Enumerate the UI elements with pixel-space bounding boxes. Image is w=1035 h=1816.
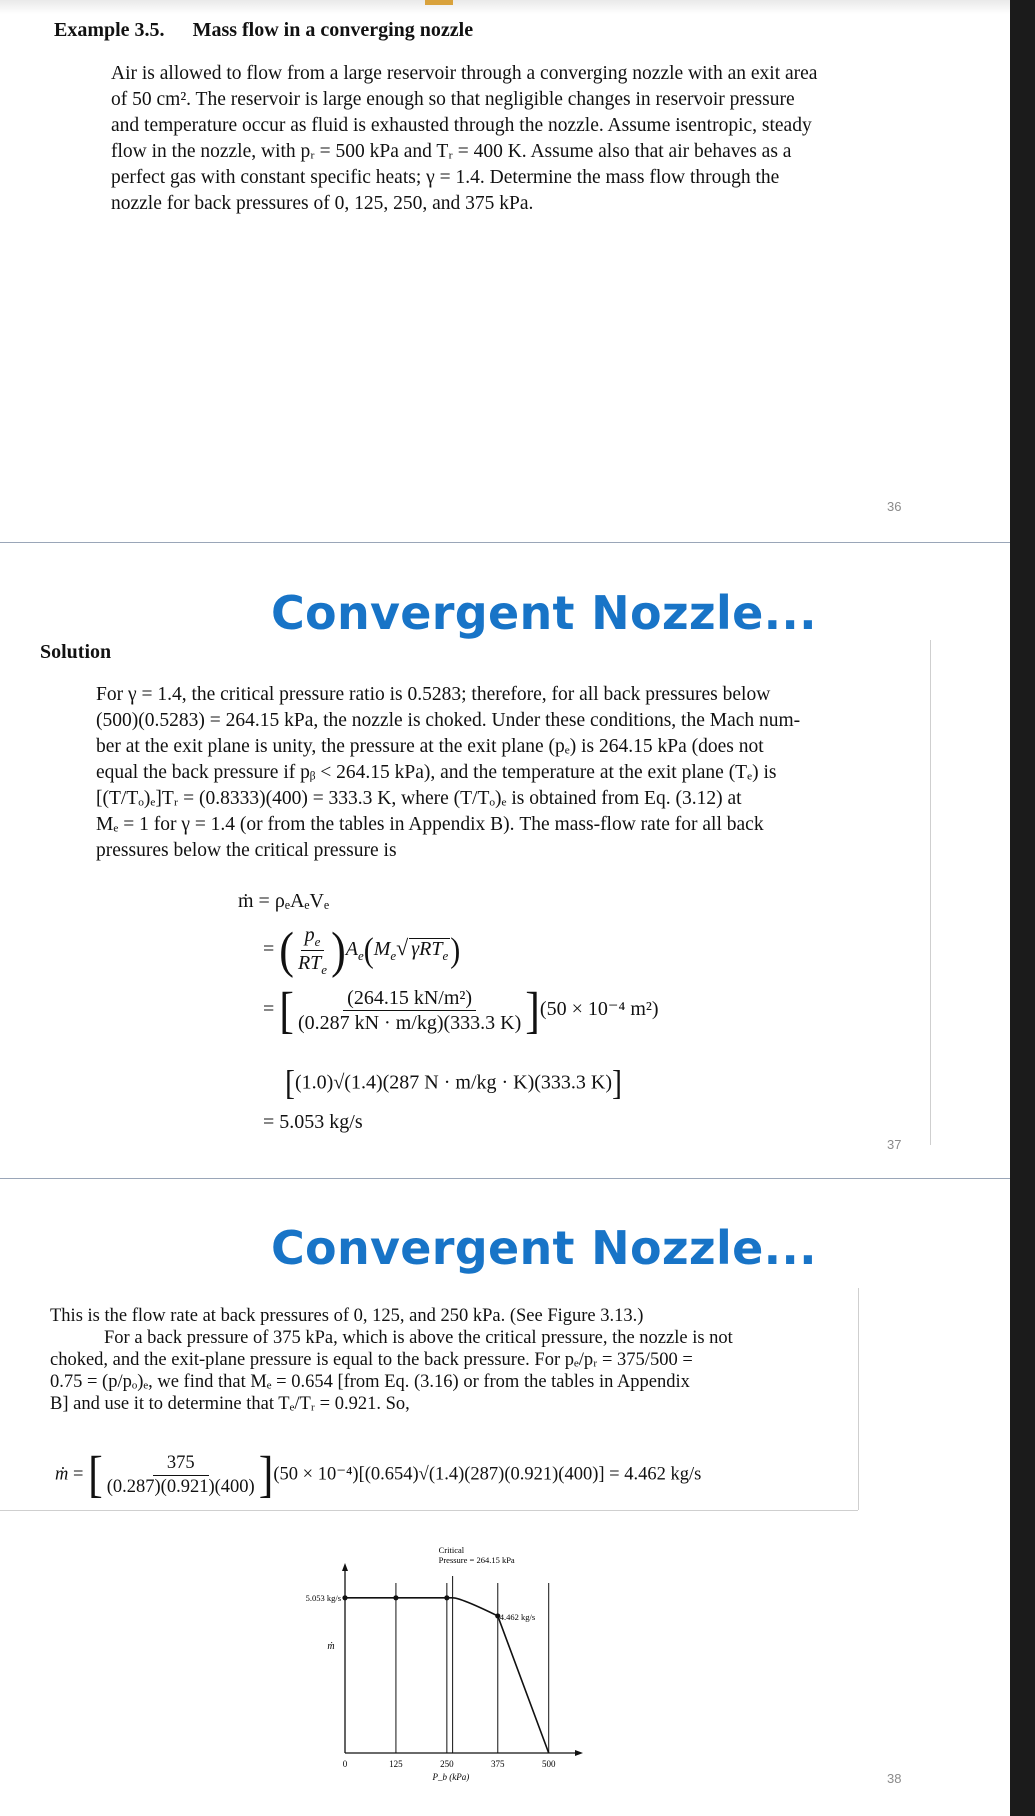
equation-slide-38: ṁ = [ $\frac{375}{(0.287)(0.921)(400)}$ ](50 × 10⁻⁴)[(0.654)√(1.4)(287)(0.921)(400)] = 4.462 kg/s <box>55 1446 702 1503</box>
example-heading <box>54 19 473 42</box>
page-number-37: 37 <box>887 1137 902 1152</box>
equation-line-3: = [ $\frac{\text{(264.15 kN/m²)}}{(0.287 kN \cdot m/kg)(333.3 K)}$ ](50 × 10⁻⁴ m²) <box>263 981 659 1039</box>
solution-line: [(T/Tₒ)ₑ]Tᵣ = (0.8333)(400) = 333.3 K, where (T/Tₒ)ₑ is obtained from Eq. (3.12) at <box>96 788 742 809</box>
x-tick-label: 375 <box>491 1759 505 1769</box>
solution-label: Solution <box>40 641 112 663</box>
x-tick-label: 125 <box>389 1759 403 1769</box>
problem-line: perfect gas with constant specific heats; γ = 1.4. Determine the mass flow through the <box>111 167 780 188</box>
equation-line-1 <box>238 891 329 911</box>
mass-flow-result: = 5.053 kg/s <box>263 1111 363 1133</box>
x-tick-label: 500 <box>541 1759 556 1769</box>
density-denominator: (0.287 kN · m/kg)(333.3 K) <box>297 1012 522 1034</box>
flow-numerator: 375 <box>153 1454 209 1476</box>
solution-line: ber at the exit plane is unity, the pressure at the exit plane (pₑ) is 264.15 kPa (does not <box>96 736 764 757</box>
continuation-line: For a back pressure of 375 kPa, which is above the critical pressure, the nozzle is not <box>104 1328 733 1348</box>
solution-line: pressures below the critical pressure is <box>96 840 397 861</box>
slide-image-border <box>600 640 931 1145</box>
page-number-38: 38 <box>887 1771 902 1786</box>
problem-line: of 50 cm². The reservoir is large enough so that negligible changes in reservoir pressure <box>111 89 795 110</box>
problem-line: flow in the nozzle, with pᵣ = 500 kPa and Tᵣ = 400 K. Assume also that air behaves as a <box>111 141 792 162</box>
example-label: Example 3.5. <box>54 19 165 41</box>
data-point <box>444 1595 449 1600</box>
equation-line-2: = ( $\frac{p_e}{RT_e}$ )$A_e(M_e√$ γRT$_e$) <box>263 921 461 979</box>
top-shadow <box>0 0 1010 14</box>
data-point <box>393 1595 398 1600</box>
y-axis-label: ṁ <box>327 1641 335 1652</box>
solution-line: For γ = 1.4, the critical pressure ratio is 0.5283; therefore, for all back pressures below <box>96 684 771 705</box>
flow-denominator: (0.287)(0.921)(400) <box>106 1476 255 1497</box>
problem-line: nozzle for back pressures of 0, 125, 250, and 375 kPa. <box>111 193 534 214</box>
area-term: (50 × 10⁻⁴ m²) <box>539 998 659 1021</box>
page-number-36: 36 <box>887 499 902 514</box>
annotation-unchoked-flow: 4.462 kg/s <box>499 1611 536 1622</box>
solution-line: Mₑ = 1 for γ = 1.4 (or from the tables in Appendix B). The mass-flow rate for all back <box>96 814 764 835</box>
flow-remaining-terms: (50 × 10⁻⁴)[(0.654)√(1.4)(287)(0.921)(400)] = 4.462 kg/s <box>273 1464 702 1485</box>
chart-title-line: Critical <box>438 1545 465 1555</box>
equation-line-4: [(1.0)√(1.4)(287 N · m/kg · K)(333.3 K)] <box>285 1064 623 1103</box>
solution-line: equal the back pressure if pᵦ < 264.15 kPa), and the temperature at the exit plane (Tₑ) is <box>96 762 777 783</box>
x-axis-label: P_b (kPa) <box>432 1772 470 1782</box>
continuation-line: B] and use it to determine that Tₑ/Tᵣ = 0.921. So, <box>50 1394 410 1414</box>
annotation-choked-flow: 5.053 kg/s <box>305 1592 341 1603</box>
problem-line: and temperature occur as fluid is exhausted through the nozzle. Assume isentropic, steady <box>111 115 812 136</box>
example-title: Mass flow in a converging nozzle <box>192 19 474 41</box>
continuation-line: This is the flow rate at back pressures of 0, 125, and 250 kPa. (See Figure 3.13.) <box>50 1306 644 1326</box>
x-axis-arrow <box>575 1750 583 1756</box>
continuation-line: 0.75 = (p/pₒ)ₑ, we find that Mₑ = 0.654 [from Eq. (3.16) or from the tables in Appendix <box>50 1372 690 1392</box>
mass-flow-definition: ṁ = ρₑAₑVₑ <box>238 890 330 912</box>
slide-divider <box>0 542 1010 543</box>
data-point <box>342 1595 347 1600</box>
slide-heading-37: Convergent Nozzle... <box>271 586 817 640</box>
solution-line: (500)(0.5283) = 264.15 kPa, the nozzle is choked. Under these conditions, the Mach num- <box>96 710 801 731</box>
density-numerator: (264.15 kN/m²) <box>343 988 476 1011</box>
x-tick-label: 250 <box>440 1759 454 1769</box>
chart-title-line: Pressure = 264.15 kPa <box>438 1555 515 1565</box>
continuation-line: choked, and the exit-plane pressure is equal to the back pressure. For pₑ/pᵣ = 375/500 = <box>50 1350 693 1370</box>
slide-divider <box>0 1178 1010 1179</box>
velocity-term: (1.0)√(1.4)(287 N · m/kg · K)(333.3 K) <box>295 1071 613 1094</box>
slide-heading-38: Convergent Nozzle... <box>271 1221 817 1275</box>
x-tick-label: 0 <box>342 1759 348 1769</box>
top-tab-marker <box>425 0 453 5</box>
mass-flow-chart <box>280 1545 610 1790</box>
dark-edge-strip <box>1010 0 1035 1816</box>
problem-line: Air is allowed to flow from a large reservoir through a converging nozzle with an exit area <box>111 63 818 84</box>
y-axis-arrow <box>342 1563 348 1571</box>
problem-statement <box>111 61 949 217</box>
slide-image-border <box>0 1288 858 1511</box>
